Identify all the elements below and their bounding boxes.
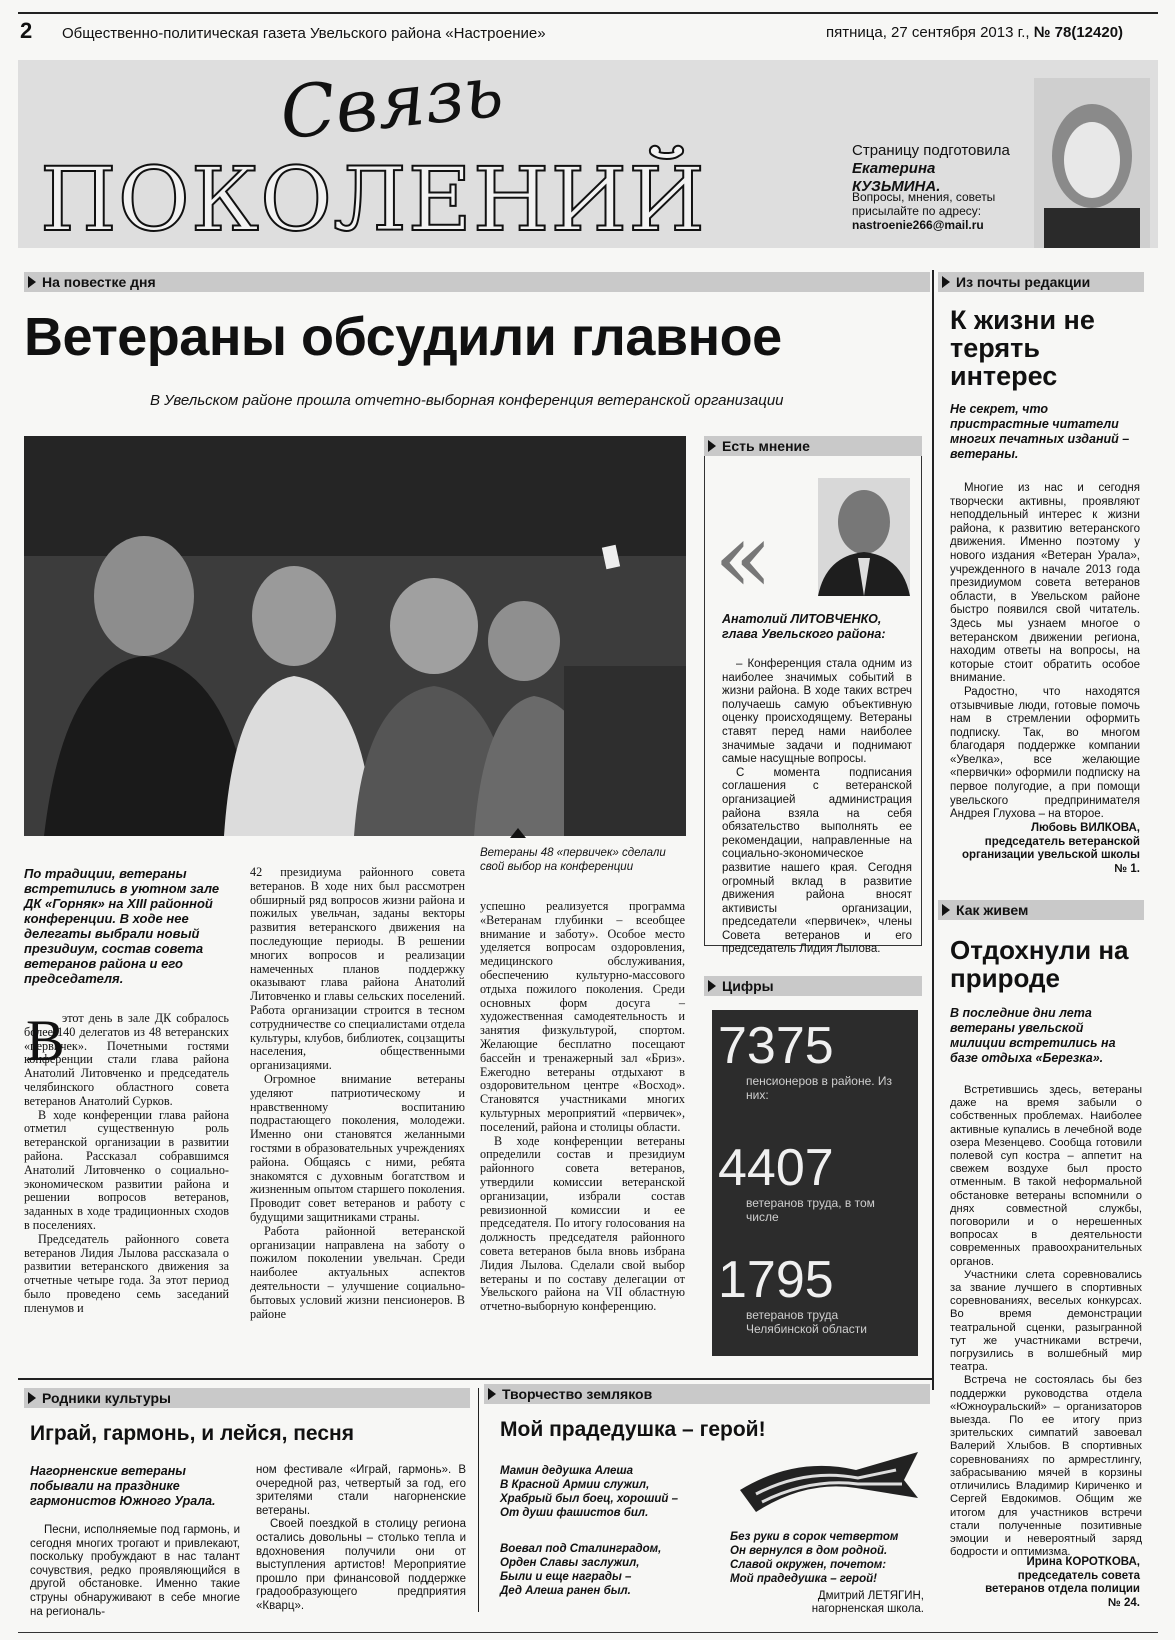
author-photo bbox=[1034, 78, 1150, 248]
poem-line: Славой окружен, почетом: bbox=[730, 1559, 887, 1571]
poem-line: Мамин дедушка Алеша bbox=[500, 1465, 634, 1477]
figure-number-1: 7375 bbox=[718, 1017, 834, 1075]
bottom-mid-divider bbox=[478, 1388, 479, 1612]
prepared-by bbox=[852, 142, 1022, 196]
mail-para-2: Радостно, что находятся отзывчивые люди, готовые помочь нам в стремлении оформить подписку. Так, во многом благодаря поддержке компании «Увелка», все желающие «первички» оформили подписку на первое полугодие, а при помощи увельского предпринимателя Андрея Глухова – на второе. bbox=[950, 685, 1140, 821]
prepared-by-label: Страницу подготовила bbox=[852, 142, 1010, 159]
howlive-para-1: Встретившись здесь, ветераны даже на время забыли о собственных проблемах. Наиболее активные купались в лечебной воде озера Мезенцево. Сообща готовили полевой суп костра – аппетит на свежем воздухе был просто отменным. В такой неформальной обстановке ветераны вспомнили о днях совместной службы, поговорили и о нерешенных вопросах в деятельности современных правоохранительных органов. bbox=[950, 1084, 1142, 1268]
poem-line: Были и еще награды – bbox=[500, 1571, 632, 1583]
photo-caption: Ветераны 48 «первичек» сделали свой выбор на конференции bbox=[480, 847, 666, 873]
howlive-lead: В последние дни лета ветераны увельской милиции встретились на базе отдыха «Березка». bbox=[950, 1006, 1116, 1065]
howlive-para-2: Участники слета соревновались за звание лучшего в спортивных соревнованиях, веселых конкурсах. Во время демонстрации театральной сценки, разыгранной тут же участниками встречи, погрузились в волшебный мир театра. bbox=[950, 1268, 1142, 1374]
poem-line: Храбрый был боец, хороший – bbox=[500, 1493, 678, 1505]
main-column-3 bbox=[480, 900, 685, 1314]
author-portrait-icon bbox=[1034, 78, 1150, 248]
col1-para-3: Председатель районного совета ветеранов Лидия Лылова рассказала о развитии ветеранского движения за отчетные четыре года. За этот период было проведено семь заседаний пленумов и bbox=[24, 1231, 229, 1315]
audience-photo-icon bbox=[24, 436, 686, 836]
figure-item-3 bbox=[712, 1252, 918, 1336]
rubric-culture: Родники культуры bbox=[24, 1388, 470, 1408]
main-column-1 bbox=[24, 1008, 229, 1316]
main-lead: По традиции, ветераны встретились в уютном зале ДК «Горняк» на XIII районной конференции. В ходе нее делегаты выбрали новый президиум, состав совета ветеранов района и его председателя. bbox=[24, 866, 220, 986]
main-headline: Ветераны обсудили главное bbox=[24, 307, 782, 367]
mail-headline: К жизни не терять интерес bbox=[950, 305, 1095, 391]
figure-label-2: ветеранов труда, в том числе bbox=[746, 1196, 875, 1224]
masthead-script: Связь bbox=[276, 48, 507, 156]
main-subhead: В Увельском районе прошла отчетно-выборная конференция ветеранской организации bbox=[150, 392, 784, 409]
rubric-agenda: На повестке дня bbox=[24, 272, 930, 292]
mail-text bbox=[950, 482, 1140, 822]
figure-number-3: 1795 bbox=[718, 1251, 834, 1309]
poem-stanza-1 bbox=[500, 1464, 678, 1520]
col2-para-2: Огромное внимание ветераны уделяют патриотическому и нравственному воспитанию подрастающего поколения, молодежи. Именно они становятся желанными гостями в образовательных учреждениях района. Общаясь с ними, ребята знакомятся с духовным богатством и жизненным опытом старшего поколения. Проводит совет ветеранов и работу с будущими защитниками страны. bbox=[250, 1071, 465, 1224]
issue-number: № 78(12420) bbox=[1033, 24, 1124, 41]
col2-para-3: Работа районной ветеранской организации направлена на заботу о пожилом поколении увельчан. Среди наиболее актуальных аспектов деятельности – улучшение социально-бытовых условий жизни пенсионеров. В районе bbox=[250, 1223, 465, 1321]
poem-stanza-3 bbox=[730, 1530, 898, 1586]
poem-line: От души фашистов бил. bbox=[500, 1507, 649, 1519]
prepared-by-name: Екатерина КУЗЬМИНА. bbox=[852, 160, 941, 195]
date-text: пятница, 27 сентября 2013 г., bbox=[826, 24, 1030, 41]
ribbon-icon bbox=[736, 1450, 922, 1520]
newspaper-title: Общественно-политическая газета Увельского района «Настроение» bbox=[62, 25, 546, 42]
official-portrait-icon bbox=[818, 478, 910, 596]
poem-line: Мой прадедушка – герой! bbox=[730, 1573, 877, 1585]
questions-text: Вопросы, мнения, советы присылайте по адресу: bbox=[852, 190, 996, 218]
poem-line: Дед Алеша ранен был. bbox=[500, 1585, 631, 1597]
poem-line: В Красной Армии служил, bbox=[500, 1479, 650, 1491]
mail-signature: Любовь ВИЛКОВА, председатель ветеранской организации увельской школы № 1. bbox=[961, 822, 1140, 875]
figure-label-1: пенсионеров в районе. Из них: bbox=[746, 1074, 893, 1102]
howlive-para-3: Встреча не состоялась бы без поддержки руководства отдела «Южноуральский» – организаторов выезда. По ее итогу приз зрительских симпатий завоевал Валерий Хлыбов. В спортивных соревнованиях по армрестлингу, забрасыванию мячей в корзины отличились Владимир Кириченко и Сергей Евдокимов. Общим же итогом для участников встречи стали полученные позитивные эмоции и невероятный заряд бодрости и оптимизма. bbox=[950, 1374, 1142, 1559]
poem-line: Он вернулся в дом родной. bbox=[730, 1545, 888, 1557]
poem-line: Без руки в сорок четвертом bbox=[730, 1531, 899, 1543]
figure-label-3: ветеранов труда Челябинской области bbox=[746, 1308, 867, 1336]
right-divider bbox=[932, 270, 934, 1390]
culture-para-2: ном фестивале «Играй, гармонь». В очередной раз, четвертый за год, его зрителями стали нагорненские ветераны. bbox=[256, 1464, 466, 1517]
col1-para-2: В ходе конференции глава района отметил существенную роль ветеранской организации в развитии района. Рассказал собравшимся Анатолий Литовченко о социально-экономическом развитии района и решении вопросов ветеранов, заданных в ходе традиционных сходов в поселениях. bbox=[24, 1107, 229, 1232]
opinion-photo bbox=[818, 478, 910, 596]
opinion-para-1: – Конференция стала одним из наиболее значимых событий в жизни района. В ходе таких встреч получаешь самую объективную оценку происходящему. Ветераны ставят перед нами наиболее значимые задачи и поднимают самые насущные вопросы. bbox=[722, 658, 912, 766]
opinion-text bbox=[722, 658, 912, 957]
poem-line: Воевал под Сталинградом, bbox=[500, 1543, 662, 1555]
rubric-opinion: Есть мнение bbox=[704, 436, 922, 456]
conference-photo bbox=[24, 436, 686, 836]
howlive-headline: Отдохнули на природе bbox=[950, 935, 1129, 993]
caption-pointer-icon bbox=[510, 828, 526, 838]
poem-author: Дмитрий ЛЕТЯГИН, нагорненская школа. bbox=[811, 1590, 924, 1615]
opinion-para-2: С момента подписания соглашения с ветеранской организацией администрация района взяла на себя обязательство выполнять ее рекомендации, направленные на социально-экономическое развитие нашего края. Сегодня огромный вклад в развитие движения района вносят активисты организации, председатели «первичек», члены Совета ветеранов и его председатель Лидия Лылова. bbox=[722, 766, 912, 956]
mail-lead: Не секрет, что пристрастные читатели многих печатных изданий – ветераны. bbox=[950, 402, 1130, 461]
opinion-quote-icon: « bbox=[714, 502, 773, 614]
howlive-signature: Ирина КОРОТКОВА, председатель совета ветеранов отдела полиции № 24. bbox=[985, 1556, 1140, 1609]
figure-item-2 bbox=[712, 1140, 918, 1224]
main-column-2 bbox=[250, 866, 465, 1321]
rubric-howlive: Как живем bbox=[938, 900, 1144, 920]
col3-para-1: успешно реализуется программа «Ветеранам глубинки – всеобщее внимание и заботу». Особое место уделяется вопросам оздоровления, медицинского обслуживания, обеспечению культурно-массового отдыха пожилого поколения. Среди основных форм досуга – художественная самодеятельность и занятия физкультурой, спортом. Желающие бесплатно посещают бассейн и тренажерный зал «Бриз». Ежегодно ветераны отдыхают в оздоровительном центре «Восход». Становятся участниками многих культурных мероприятий «первичек», поселений, района и столицы области. bbox=[480, 899, 685, 1134]
culture-headline: Играй, гармонь, и лейся, песня bbox=[30, 1422, 354, 1445]
opinion-author: Анатолий ЛИТОВЧЕНКО, глава Увельского района: bbox=[722, 612, 886, 641]
page-bottom-rule bbox=[18, 1632, 1158, 1633]
howlive-text bbox=[950, 1084, 1142, 1559]
culture-para-1: Песни, исполняемые под гармонь, и сегодня многих трогают и привлекают, поскольку пробуждают в нас талант сочувствия, редко проявляющийся в другой обстановке. Именно такие струны обнаруживают в себе многие на региональ- bbox=[30, 1524, 240, 1618]
email-link[interactable]: nastroenie266@mail.ru bbox=[852, 218, 984, 232]
figure-number-2: 4407 bbox=[718, 1139, 834, 1197]
culture-col-1 bbox=[30, 1524, 240, 1619]
issue-date bbox=[826, 24, 1123, 41]
poem-stanza-2 bbox=[500, 1542, 661, 1598]
col3-para-2: В ходе конференции ветераны определили состав и президиум районного совета ветеранов, утвердили комиссии ветеранской организации, избрали состав ревизионной комиссии и ее председателя. По итогу голосования на должность председателя районного совета ветеранов была вновь избрана Лидия Лылова. Сделали свой выбор ветераны и по составу делегации от Увельского района на VII областную отчетно-выборную конференцию. bbox=[480, 1133, 685, 1314]
rubric-figures: Цифры bbox=[704, 976, 922, 996]
page-number: 2 bbox=[20, 18, 33, 43]
culture-para-3: Своей поездкой в столицу региона остались довольны – столько тепла и вдохновения получили они от выступления артистов! Мероприятие прошло при финансовой поддержке градообразующего предприятия «Кварц». bbox=[256, 1518, 466, 1612]
dropcap: В bbox=[26, 1008, 65, 1073]
culture-col-2 bbox=[256, 1464, 466, 1614]
rubric-mail: Из почты редакции bbox=[938, 272, 1144, 292]
contact-info bbox=[852, 190, 1022, 232]
col2-para-1: 42 президиума районного совета ветеранов. В ходе них был рассмотрен обширный ряд вопросов жизни района и пожилых увельчан, заданы векторы развития ветеранского движения на последующие периоды. В решении многих вопросов и реализации намеченных планов поддержку оказывают глава района Анатолий Литовченко и главы сельских поселений. Работа организации строится в тесном сотрудничестве со специалистами отдела культуры, клубов, библиотек, соцзащиты населения, общественными организациями. bbox=[250, 865, 465, 1073]
col1-para-1: этот день в зале ДК собралось более 140 делегатов из 48 ветеранских «первичек». Почетными гостями конференции стали глава района Анатолий Литовченко и председатель челябинского областного совета ветеранов Анатолий Сурков. bbox=[24, 1011, 229, 1108]
rubric-creativity: Творчество земляков bbox=[484, 1384, 930, 1404]
creativity-headline: Мой прадедушка – герой! bbox=[500, 1418, 766, 1441]
mail-para-1: Многие из нас и сегодня творчески активны, проявляют неподдельный интерес к жизни района, к развитию ветеранского движения. Именно поэтому у нового издания «Ветеран Урала», учрежденного в начале 2013 года президиумом совета ветеранов области, в Увельском районе быстро появился свой читатель. Здесь мы узнаем многое о ветеранском движении региона, находим ответы на вопросы, на которые стоит обратить особое внимание. bbox=[950, 482, 1140, 685]
figure-item-1 bbox=[712, 1018, 918, 1102]
st-george-ribbon-icon bbox=[736, 1450, 922, 1520]
culture-lead: Нагорненские ветераны побывали на празднике гармонистов Южного Урала. bbox=[30, 1464, 216, 1508]
poem-line: Орден Славы заслужил, bbox=[500, 1557, 640, 1569]
masthead-title: ПОКОЛЕНИЙ bbox=[40, 148, 707, 251]
bottom-divider bbox=[18, 1378, 932, 1380]
